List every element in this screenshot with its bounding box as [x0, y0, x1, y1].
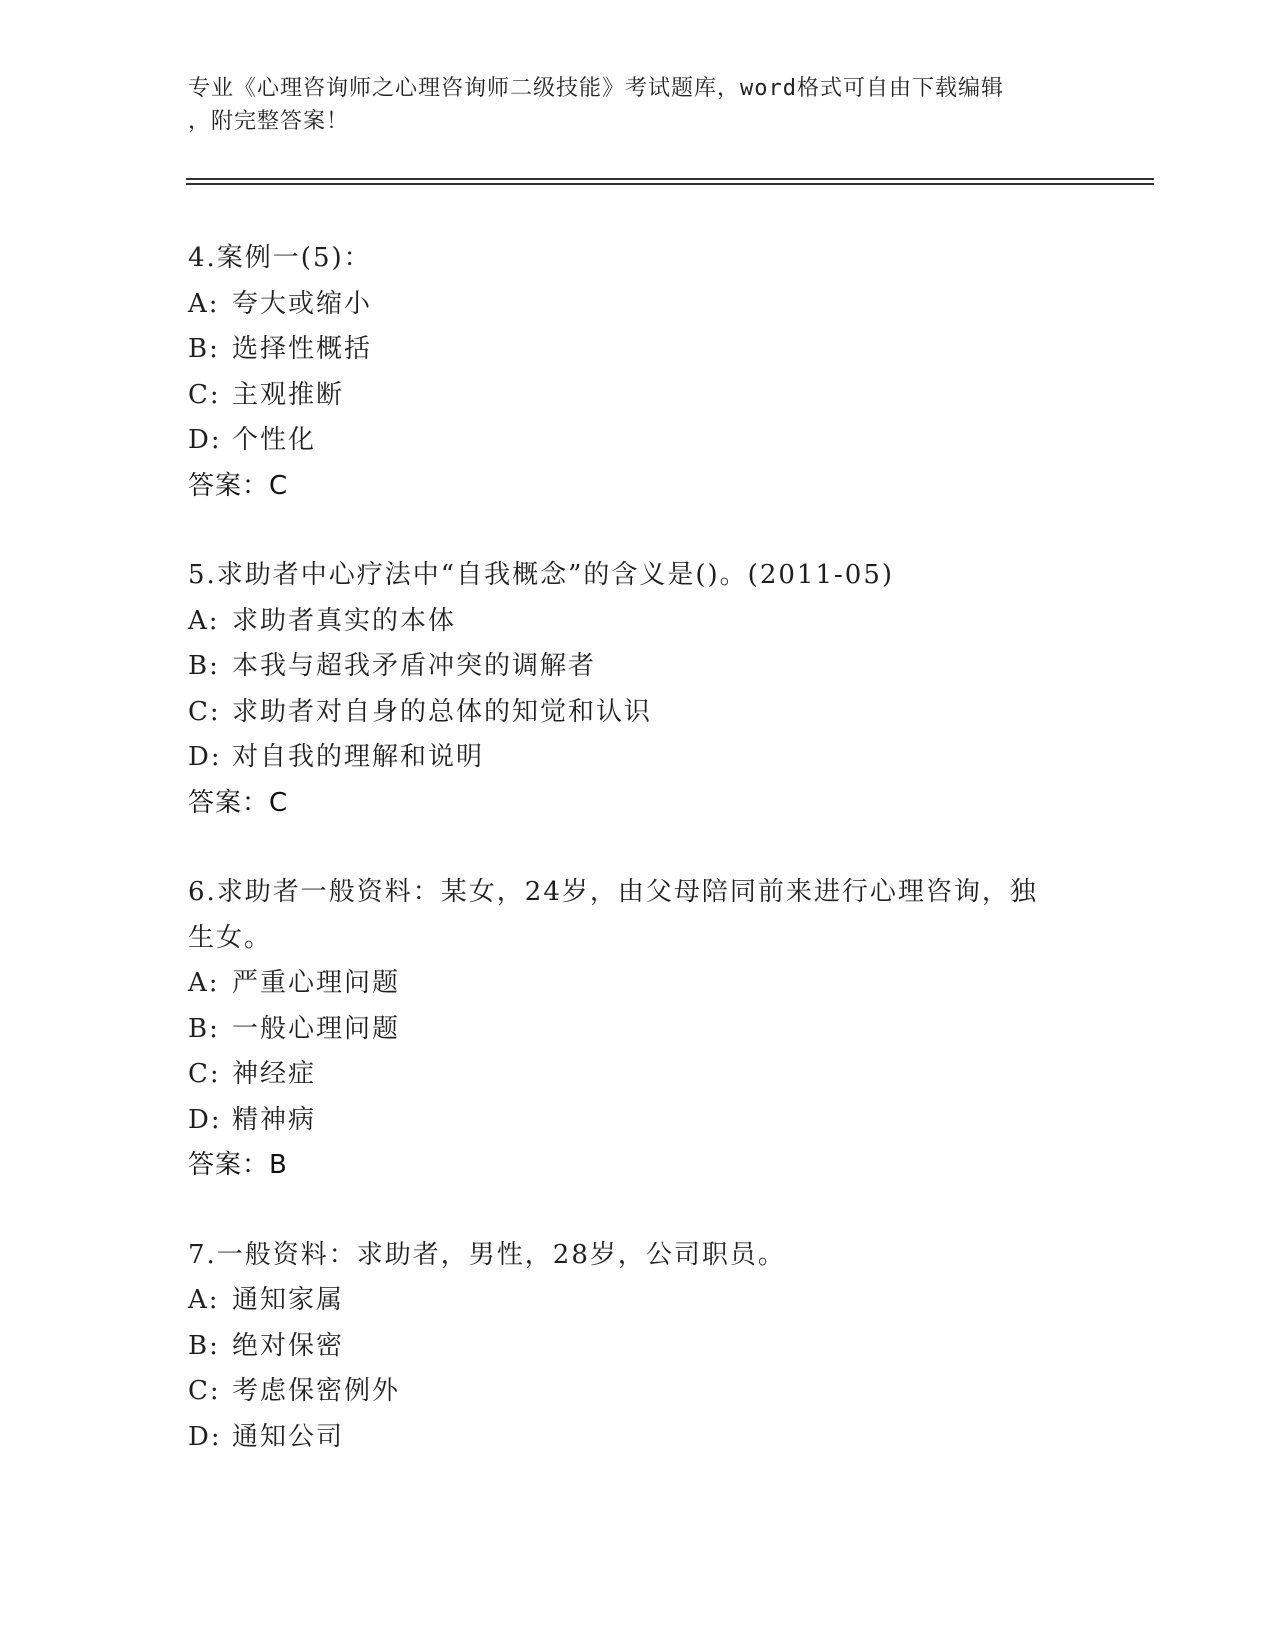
option-row	[188, 1098, 1088, 1144]
option-letter: C:	[188, 696, 221, 727]
option-letter: A:	[188, 1285, 220, 1315]
option-text: 考虑保密例外	[232, 1376, 401, 1406]
question-block	[188, 1233, 1088, 1461]
document-header	[188, 72, 1068, 138]
option-row	[188, 1278, 1088, 1324]
option-letter: B:	[188, 334, 220, 364]
question-block	[188, 870, 1088, 1189]
question-text-line: 6.求助者一般资料：某女，24岁，由父母陪同前来进行心理咨询，独	[188, 877, 1038, 907]
option-row	[188, 735, 1088, 781]
option-text: 严重心理问题	[232, 968, 401, 998]
question-text	[188, 870, 1088, 961]
option-text: 本我与超我矛盾冲突的调解者	[232, 651, 597, 681]
option-letter: D:	[188, 742, 222, 772]
option-row	[188, 282, 1088, 328]
option-row	[188, 599, 1088, 645]
option-letter: D:	[188, 1421, 222, 1452]
option-text: 对自我的理解和说明	[232, 742, 485, 772]
option-letter: B:	[188, 1013, 220, 1044]
option-text: 通知公司	[232, 1421, 345, 1452]
option-letter: C:	[188, 1059, 221, 1089]
option-text: 求助者真实的本体	[232, 605, 457, 636]
option-row	[188, 690, 1088, 736]
option-text: 神经症	[232, 1059, 317, 1089]
option-row	[188, 418, 1088, 464]
question-text	[188, 553, 1088, 599]
question-block	[188, 236, 1088, 509]
question-text-line: 4.案例一(5)：	[188, 243, 372, 273]
header-divider-top	[186, 178, 1154, 180]
option-text: 绝对保密	[232, 1330, 345, 1361]
answer-text: 答案：C	[188, 470, 289, 501]
header-divider-bottom	[186, 183, 1154, 185]
option-letter: A:	[188, 288, 220, 319]
option-text: 精神病	[232, 1104, 317, 1135]
option-row	[188, 961, 1088, 1007]
option-letter: C:	[188, 379, 221, 410]
option-text: 个性化	[232, 425, 317, 455]
option-row	[188, 1369, 1088, 1415]
option-letter: A:	[188, 968, 220, 998]
option-row	[188, 327, 1088, 373]
option-text: 夸大或缩小	[232, 288, 373, 319]
option-row	[188, 1324, 1088, 1370]
option-text: 求助者对自身的总体的知觉和认识	[232, 696, 653, 727]
question-text	[188, 236, 1088, 282]
question-text	[188, 1233, 1088, 1279]
header-line-1: 专业《心理咨询师之心理咨询师二级技能》考试题库，word格式可自由下载编辑	[188, 76, 1004, 101]
option-text: 选择性概括	[232, 334, 373, 364]
option-letter: B:	[188, 1330, 220, 1361]
question-text-line: 生女。	[188, 922, 273, 953]
option-row	[188, 644, 1088, 690]
option-text: 主观推断	[232, 379, 345, 410]
option-row	[188, 1007, 1088, 1053]
option-text: 一般心理问题	[232, 1013, 401, 1044]
option-row	[188, 1415, 1088, 1461]
answer-text: 答案：B	[188, 1150, 288, 1180]
question-list	[188, 236, 1088, 1504]
option-letter: A:	[188, 605, 220, 636]
option-letter: B:	[188, 651, 220, 681]
option-letter: C:	[188, 1376, 221, 1406]
question-text-line: 7.一般资料：求助者，男性，28岁，公司职员。	[188, 1239, 786, 1270]
option-letter: D:	[188, 1104, 222, 1135]
answer-text: 答案：C	[188, 787, 289, 818]
option-row	[188, 1052, 1088, 1098]
question-block	[188, 553, 1088, 826]
option-row	[188, 373, 1088, 419]
question-text-line: 5.求助者中心疗法中“自我概念”的含义是()。(2011-05)	[188, 560, 895, 590]
header-line-2: ，附完整答案！	[188, 109, 350, 134]
option-text: 通知家属	[232, 1285, 345, 1315]
option-letter: D:	[188, 425, 222, 455]
